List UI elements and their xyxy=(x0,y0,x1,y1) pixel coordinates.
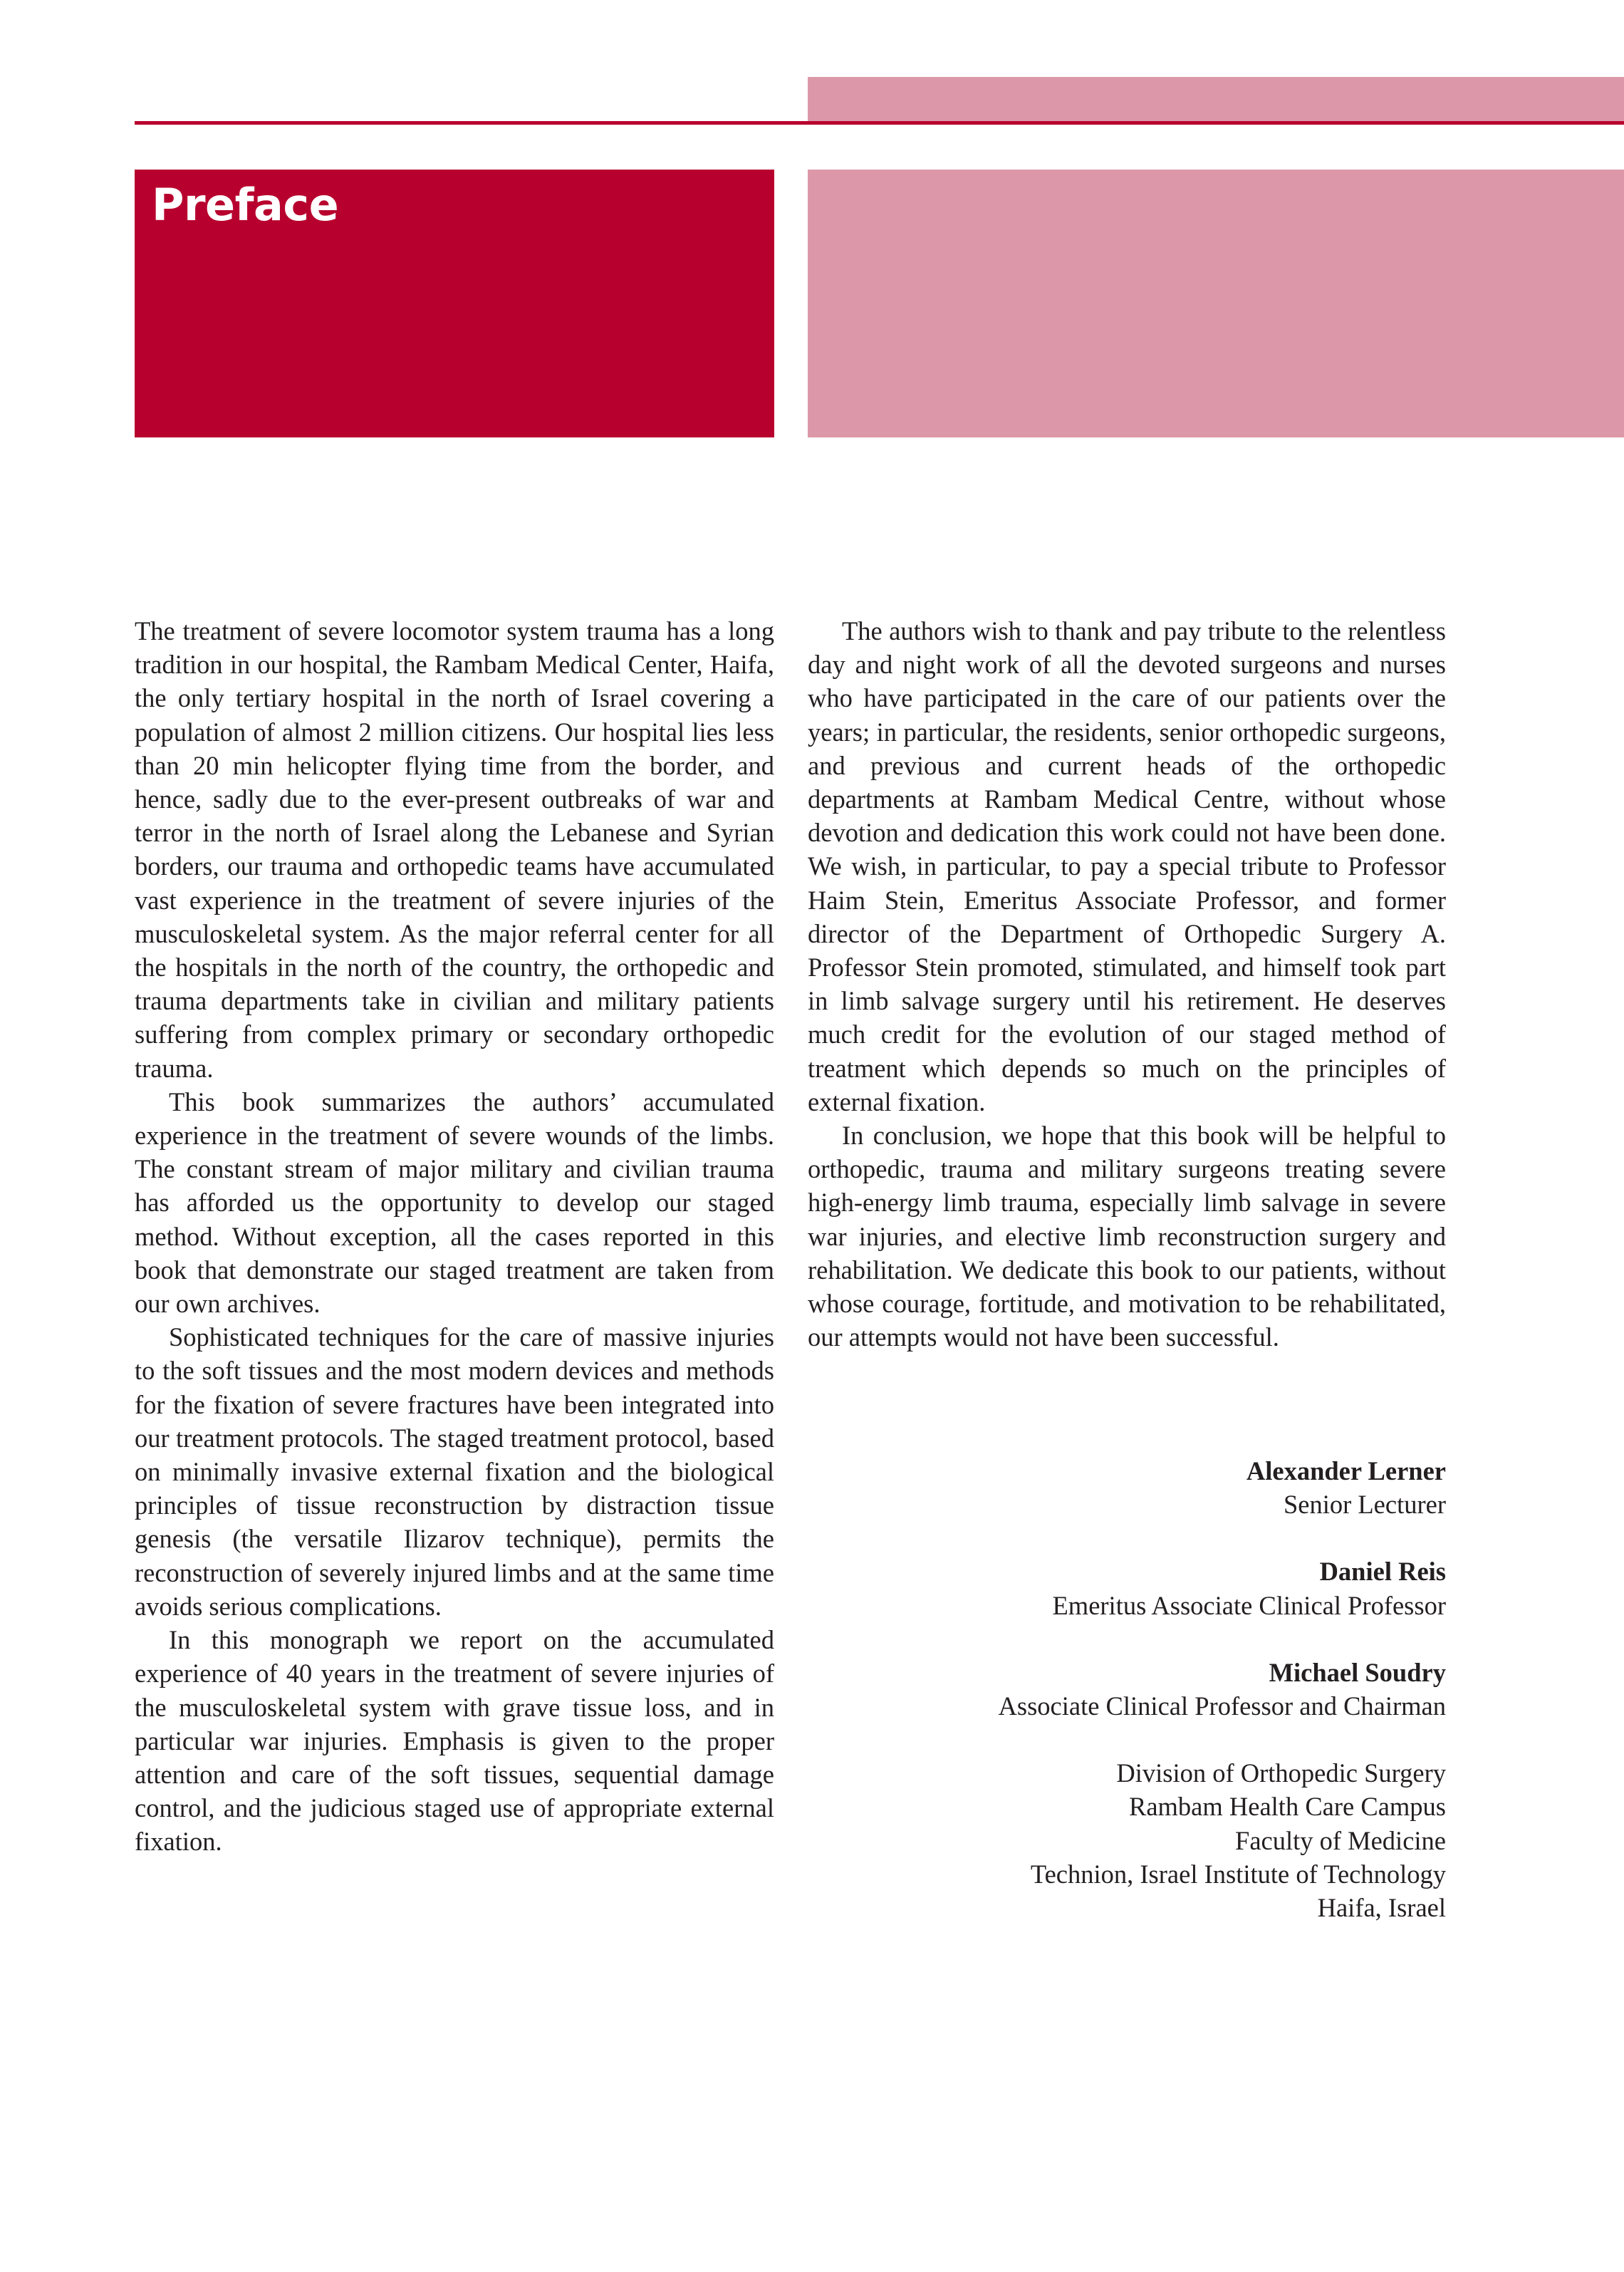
paragraph: Sophisticated techniques for the care of massive injuries to the soft tissues and the most modern devices and methods for the fixation of severe fractures have been integrated into our treatment protocols. The staged treatment protocol, based on minimally invasive external fixation and the biological principles of tissue reconstruction by distraction tissue genesis (the versatile Ilizarov technique), permits the reconstruction of severely injured limbs and at the same time avoids serious complications. xyxy=(135,1322,774,1621)
left-text-column xyxy=(135,614,774,1859)
paragraph: In this monograph we report on the accumulated experience of 40 years in the treatment of severe injuries of the musculoskeletal system with grave tissue loss, and in particular war injuries. Emphasis is given to the proper attention and care of the soft tissues, sequential damage control, and the judicious staged use of appropriate external fixation. xyxy=(135,1625,774,1857)
paragraph: The treatment of severe locomotor system trauma has a long tradition in our hospital, the Rambam Medical Center, Haifa, the only tertiary hospital in the north of Israel covering a population of almost 2 million citizens. Our hospital lies less than 20 min helicopter flying time from the border, and hence, sadly due to the ever-present outbreaks of war and terror in the north of Israel along the Lebanese and Syrian borders, our trauma and orthopedic teams have accumulated vast experience in the treatment of severe injuries of the musculoskeletal system. As the major referral center for all the hospitals in the north of the country, the orthopedic and trauma departments take in civilian and military patients suffering from complex primary or secondary orthopedic trauma. xyxy=(135,616,774,1083)
header-rule xyxy=(135,121,1624,125)
affiliation-line: Rambam Health Care Campus xyxy=(1129,1792,1446,1822)
page-title: Preface xyxy=(152,179,339,231)
author-title: Emeritus Associate Clinical Professor xyxy=(1052,1590,1446,1620)
title-block xyxy=(135,170,774,437)
author-name: Daniel Reis xyxy=(1319,1557,1446,1587)
author-name: Michael Soudry xyxy=(1269,1657,1446,1687)
paragraph: This book summarizes the authors’ accumulated experience in the treatment of severe wounds of the limbs. The constant stream of major military and civilian trauma has afforded us the opportunity to develop our staged method. Without exception, all the cases reported in this book that demonstrate our staged treatment are taken from our own archives. xyxy=(135,1086,774,1319)
affiliation-line: Faculty of Medicine xyxy=(1235,1825,1446,1855)
author-title: Associate Clinical Professor and Chairman xyxy=(998,1691,1446,1721)
affiliation-line: Haifa, Israel xyxy=(1317,1893,1446,1923)
right-text-column xyxy=(808,614,1446,1354)
header-pink-bar xyxy=(808,77,1624,121)
author-signature xyxy=(808,1555,1446,1622)
paragraph: In conclusion, we hope that this book will be helpful to orthopedic, trauma and military surgeons treating severe high-energy limb trauma, especially limb salvage in severe war injuries, and elective limb reconstruction surgery and rehabilitation. We dedicate this book to our patients, without whose courage, fortitude, and motivation to be rehabilitated, our attempts would not have been successful. xyxy=(808,1121,1446,1352)
author-signature xyxy=(808,1454,1446,1521)
affiliation-line: Technion, Israel Institute of Technology xyxy=(1030,1859,1446,1889)
decorative-pink-block xyxy=(808,170,1624,437)
paragraph: The authors wish to thank and pay tribute to the relentless day and night work of all the devoted surgeons and nurses who have participated in the care of our patients over the years; in particular, the residents, senior orthopedic surgeons, and previous and current heads of the orthopedic departments at Rambam Medical Centre, without whose devotion and dedication this work could not have been done. We wish, in particular, to pay a special tribute to Professor Haim Stein, Emeritus Associate Professor, and former director of the Department of Orthopedic Surgery A. Professor Stein promoted, stimulated, and himself took part in limb salvage surgery until his retirement. He deserves much credit for the evolution of our staged method of treatment which depends so much on the principles of external fixation. xyxy=(808,616,1446,1116)
affiliation-line: Division of Orthopedic Surgery xyxy=(1116,1758,1446,1788)
author-signature xyxy=(808,1656,1446,1723)
affiliation xyxy=(808,1756,1446,1924)
author-name: Alexander Lerner xyxy=(1246,1456,1446,1485)
signature-block xyxy=(808,1454,1446,1924)
author-title: Senior Lecturer xyxy=(1283,1490,1446,1520)
